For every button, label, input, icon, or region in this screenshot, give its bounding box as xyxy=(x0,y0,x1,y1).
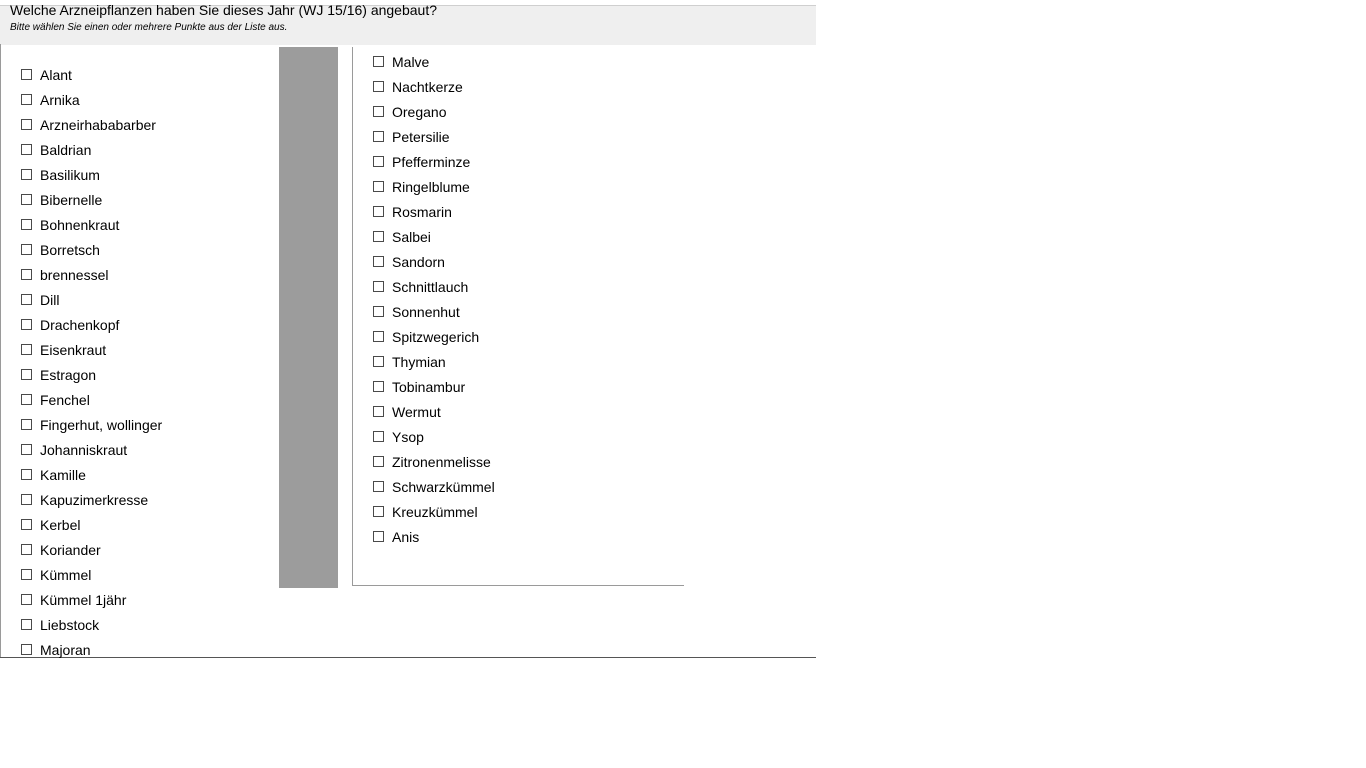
checkbox-label: Ringelblume xyxy=(392,178,470,195)
checkbox-option[interactable] xyxy=(373,374,673,399)
checkbox-label: Koriander xyxy=(40,541,101,558)
checkbox-option[interactable] xyxy=(373,299,673,324)
checkbox-option[interactable] xyxy=(373,174,673,199)
checkbox-icon[interactable] xyxy=(21,119,32,130)
checkbox-label: Eisenkraut xyxy=(40,341,107,358)
checkbox-label: Pfefferminze xyxy=(392,153,471,170)
checkbox-icon[interactable] xyxy=(373,506,384,517)
checkbox-icon[interactable] xyxy=(21,369,32,380)
checkbox-label: Schnittlauch xyxy=(392,278,469,295)
checkbox-option[interactable] xyxy=(21,62,271,87)
checkbox-option[interactable] xyxy=(373,149,673,174)
checkbox-label: Kümmel 1jähr xyxy=(40,591,127,608)
checkbox-label: Ysop xyxy=(392,428,424,445)
checkbox-label: Petersilie xyxy=(392,128,450,145)
checkbox-label: Baldrian xyxy=(40,141,92,158)
question-header xyxy=(0,2,816,45)
checkbox-icon[interactable] xyxy=(373,431,384,442)
checkbox-option[interactable] xyxy=(21,612,271,637)
checkbox-icon[interactable] xyxy=(21,594,32,605)
checkbox-icon[interactable] xyxy=(21,394,32,405)
left-option-list xyxy=(21,62,271,662)
checkbox-icon[interactable] xyxy=(21,269,32,280)
checkbox-label: Salbei xyxy=(392,228,431,245)
checkbox-icon[interactable] xyxy=(21,569,32,580)
checkbox-label: Estragon xyxy=(40,366,97,383)
checkbox-icon[interactable] xyxy=(373,231,384,242)
checkbox-icon[interactable] xyxy=(21,344,32,355)
checkbox-label: Rosmarin xyxy=(392,203,452,220)
checkbox-option[interactable] xyxy=(373,199,673,224)
checkbox-option[interactable] xyxy=(373,449,673,474)
checkbox-label: Kamille xyxy=(40,466,86,483)
checkbox-label: Kümmel xyxy=(40,566,92,583)
checkbox-icon[interactable] xyxy=(21,494,32,505)
checkbox-option[interactable] xyxy=(21,87,271,112)
checkbox-icon[interactable] xyxy=(373,131,384,142)
checkbox-icon[interactable] xyxy=(21,169,32,180)
question-title: Welche Arzneipflanzen haben Sie dieses Jahr (WJ 15/16) angebaut? xyxy=(10,2,438,18)
checkbox-label: Alant xyxy=(40,66,72,83)
checkbox-icon[interactable] xyxy=(373,106,384,117)
checkbox-label: Fingerhut, wollinger xyxy=(40,416,163,433)
checkbox-option[interactable] xyxy=(373,524,673,549)
checkbox-option[interactable] xyxy=(21,287,271,312)
checkbox-icon[interactable] xyxy=(21,144,32,155)
checkbox-option[interactable] xyxy=(21,137,271,162)
checkbox-icon[interactable] xyxy=(373,456,384,467)
checkbox-label: Kreuzkümmel xyxy=(392,503,478,520)
checkbox-option[interactable] xyxy=(373,349,673,374)
right-option-list xyxy=(373,49,673,549)
checkbox-icon[interactable] xyxy=(373,356,384,367)
checkbox-option[interactable] xyxy=(373,424,673,449)
checkbox-option[interactable] xyxy=(373,474,673,499)
checkbox-icon[interactable] xyxy=(373,206,384,217)
checkbox-label: Schwarzkümmel xyxy=(392,478,495,495)
checkbox-label: Arzneirhababarber xyxy=(40,116,156,133)
checkbox-label: Basilikum xyxy=(40,166,100,183)
checkbox-option[interactable] xyxy=(21,437,271,462)
checkbox-option[interactable] xyxy=(21,637,271,662)
checkbox-icon[interactable] xyxy=(21,94,32,105)
checkbox-icon[interactable] xyxy=(373,81,384,92)
checkbox-icon[interactable] xyxy=(21,319,32,330)
checkbox-option[interactable] xyxy=(373,249,673,274)
checkbox-icon[interactable] xyxy=(373,306,384,317)
checkbox-option[interactable] xyxy=(21,412,271,437)
checkbox-icon[interactable] xyxy=(21,444,32,455)
checkbox-label: Anis xyxy=(392,528,420,545)
question-instruction: Bitte wählen Sie einen oder mehrere Punkte aus der Liste aus. xyxy=(10,22,288,33)
checkbox-icon[interactable] xyxy=(373,481,384,492)
checkbox-option[interactable] xyxy=(21,187,271,212)
checkbox-label: Bohnenkraut xyxy=(40,216,120,233)
checkbox-label: Nachtkerze xyxy=(392,78,463,95)
checkbox-option[interactable] xyxy=(21,312,271,337)
checkbox-icon[interactable] xyxy=(373,531,384,542)
checkbox-option[interactable] xyxy=(21,362,271,387)
checkbox-option[interactable] xyxy=(373,49,673,74)
checkbox-label: Arnika xyxy=(40,91,80,108)
checkbox-label: Johanniskraut xyxy=(40,441,128,458)
checkbox-option[interactable] xyxy=(373,324,673,349)
checkbox-icon[interactable] xyxy=(21,194,32,205)
checkbox-option[interactable] xyxy=(373,224,673,249)
right-option-panel xyxy=(352,47,684,586)
checkbox-option[interactable] xyxy=(21,387,271,412)
checkbox-icon[interactable] xyxy=(373,406,384,417)
checkbox-option[interactable] xyxy=(21,562,271,587)
checkbox-icon[interactable] xyxy=(21,544,32,555)
checkbox-icon[interactable] xyxy=(21,219,32,230)
checkbox-icon[interactable] xyxy=(373,381,384,392)
checkbox-option[interactable] xyxy=(21,337,271,362)
checkbox-option[interactable] xyxy=(373,74,673,99)
checkbox-icon[interactable] xyxy=(21,69,32,80)
checkbox-label: brennessel xyxy=(40,266,109,283)
checkbox-option[interactable] xyxy=(21,462,271,487)
column-divider xyxy=(279,47,338,588)
checkbox-option[interactable] xyxy=(21,162,271,187)
checkbox-label: Borretsch xyxy=(40,241,100,258)
checkbox-label: Dill xyxy=(40,291,60,308)
checkbox-option[interactable] xyxy=(21,512,271,537)
checkbox-label: Drachenkopf xyxy=(40,316,120,333)
checkbox-label: Oregano xyxy=(392,103,447,120)
checkbox-icon[interactable] xyxy=(373,331,384,342)
checkbox-label: Bibernelle xyxy=(40,191,103,208)
checkbox-icon[interactable] xyxy=(21,644,32,655)
checkbox-label: Tobinambur xyxy=(392,378,466,395)
checkbox-option[interactable] xyxy=(373,274,673,299)
checkbox-label: Thymian xyxy=(392,353,446,370)
checkbox-option[interactable] xyxy=(373,99,673,124)
checkbox-icon[interactable] xyxy=(21,294,32,305)
checkbox-icon[interactable] xyxy=(373,256,384,267)
checkbox-option[interactable] xyxy=(21,262,271,287)
checkbox-option[interactable] xyxy=(373,499,673,524)
checkbox-option[interactable] xyxy=(21,237,271,262)
checkbox-icon[interactable] xyxy=(21,419,32,430)
checkbox-option[interactable] xyxy=(373,399,673,424)
checkbox-label: Zitronenmelisse xyxy=(392,453,491,470)
checkbox-icon[interactable] xyxy=(373,181,384,192)
checkbox-label: Spitzwegerich xyxy=(392,328,480,345)
checkbox-label: Malve xyxy=(392,53,430,70)
checkbox-option[interactable] xyxy=(21,587,271,612)
checkbox-option[interactable] xyxy=(21,537,271,562)
checkbox-label: Sandorn xyxy=(392,253,445,270)
checkbox-icon[interactable] xyxy=(21,619,32,630)
checkbox-icon[interactable] xyxy=(373,156,384,167)
checkbox-icon[interactable] xyxy=(373,281,384,292)
checkbox-option[interactable] xyxy=(21,487,271,512)
frame-left-border xyxy=(0,44,1,657)
checkbox-label: Fenchel xyxy=(40,391,90,408)
checkbox-label: Kapuzimerkresse xyxy=(40,491,149,508)
checkbox-label: Sonnenhut xyxy=(392,303,460,320)
checkbox-icon[interactable] xyxy=(21,244,32,255)
checkbox-label: Kerbel xyxy=(40,516,81,533)
checkbox-option[interactable] xyxy=(21,212,271,237)
checkbox-icon[interactable] xyxy=(21,519,32,530)
checkbox-option[interactable] xyxy=(21,112,271,137)
checkbox-label: Majoran xyxy=(40,641,91,658)
checkbox-option[interactable] xyxy=(373,124,673,149)
checkbox-icon[interactable] xyxy=(373,56,384,67)
checkbox-icon[interactable] xyxy=(21,469,32,480)
checkbox-label: Wermut xyxy=(392,403,441,420)
checkbox-label: Liebstock xyxy=(40,616,100,633)
